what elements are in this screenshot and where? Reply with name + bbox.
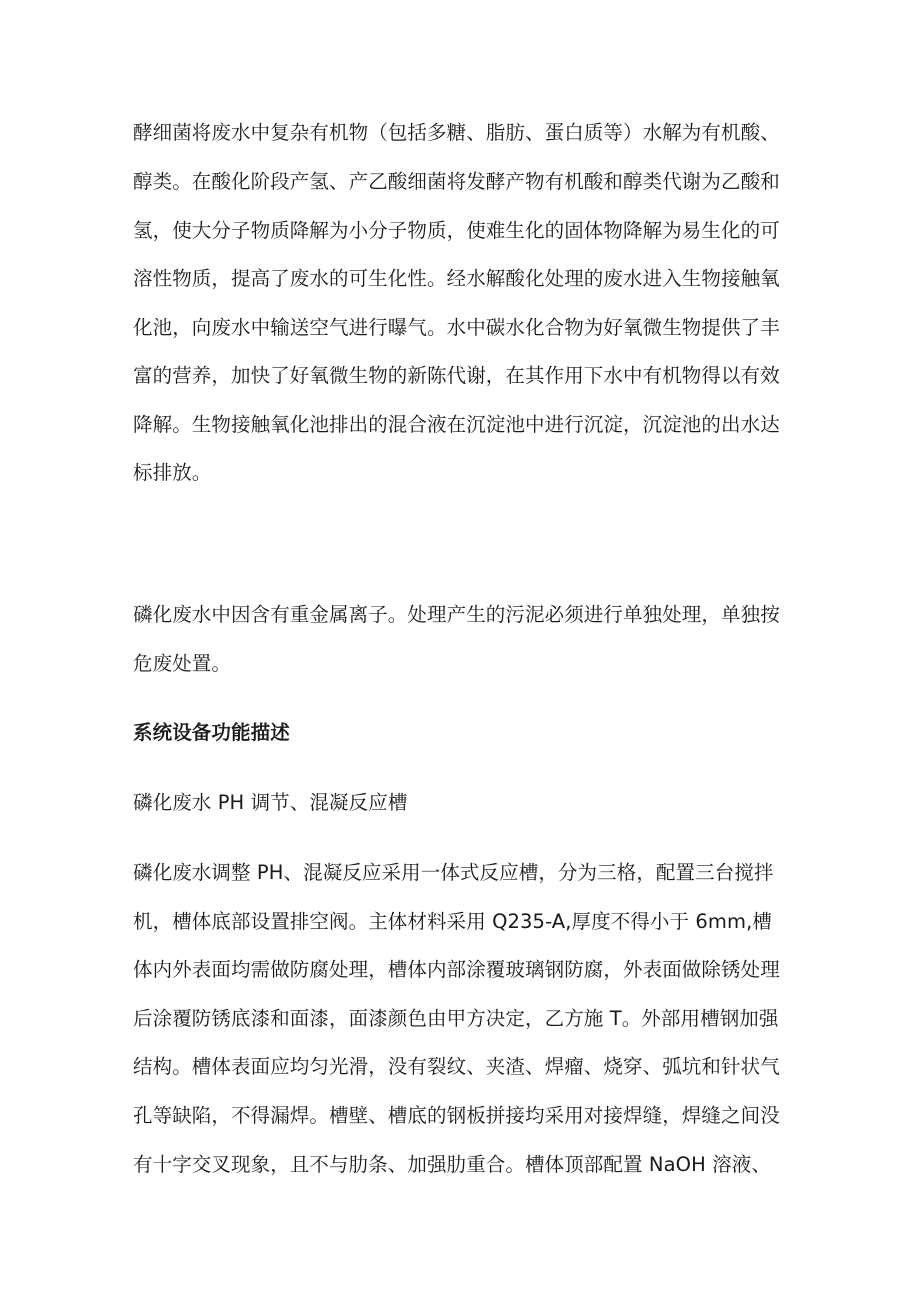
paragraph1-line-8: 标排放。: [133, 461, 212, 484]
subsection-heading: 磷化废水 PH 调节、混凝反应槽: [133, 791, 408, 814]
paragraph1-line-7: 降解。生物接触氧化池排出的混合液在沉淀池中进行沉淀，沉淀池的出水达: [133, 413, 780, 436]
paragraph3-line-6: 孔等缺陷，不得漏焊。槽壁、槽底的钢板拼接均采用对接焊缝，焊缝之间没: [133, 1104, 780, 1127]
paragraph3-line-3: 体内外表面均需做防腐处理，槽体内部涂覆玻璃钢防腐，外表面做除锈处理: [133, 958, 780, 981]
paragraph1-line-2: 醇类。在酸化阶段产氢、产乙酸细菌将发酵产物有机酸和醇类代谢为乙酸和: [133, 170, 780, 193]
paragraph3-line-7: 有十字交叉现象，且不与肋条、加强肋重合。槽体顶部配置 NaOH 溶液、: [133, 1153, 771, 1176]
paragraph3-line-1: 磷化废水调整 PH、混凝反应采用一体式反应槽，分为三格，配置三台搅拌: [133, 861, 774, 884]
paragraph1-line-5: 化池，向废水中输送空气进行曝气。水中碳水化合物为好氧微生物提供了丰: [133, 316, 780, 339]
paragraph1-line-4: 溶性物质，提高了废水的可生化性。经水解酸化处理的废水进入生物接触氧: [133, 267, 780, 290]
paragraph2-line-2: 危废处置。: [133, 652, 232, 675]
paragraph3-line-2: 机，槽体底部设置排空阀。主体材料采用 Q235-A,厚度不得小于 6mm,槽: [133, 910, 773, 933]
paragraph1-line-6: 富的营养，加快了好氧微生物的新陈代谢，在其作用下水中有机物得以有效: [133, 364, 780, 387]
paragraph1-line-1: 酵细菌将废水中复杂有机物（包括多糖、脂肪、蛋白质等）水解为有机酸、: [133, 121, 780, 144]
paragraph2-line-1: 磷化废水中因含有重金属离子。处理产生的污泥必须进行单独处理，单独按: [133, 603, 780, 626]
paragraph1-line-3: 氢，使大分子物质降解为小分子物质，使难生化的固体物降解为易生化的可: [133, 219, 780, 242]
paragraph3-line-5: 结构。槽体表面应均匀光滑，没有裂纹、夹渣、焊瘤、烧穿、弧坑和针状气: [133, 1055, 780, 1078]
section-heading: 系统设备功能描述: [133, 721, 290, 744]
paragraph3-line-4: 后涂覆防锈底漆和面漆，面漆颜色由甲方决定，乙方施 T。外部用槽钢加强: [133, 1007, 779, 1030]
